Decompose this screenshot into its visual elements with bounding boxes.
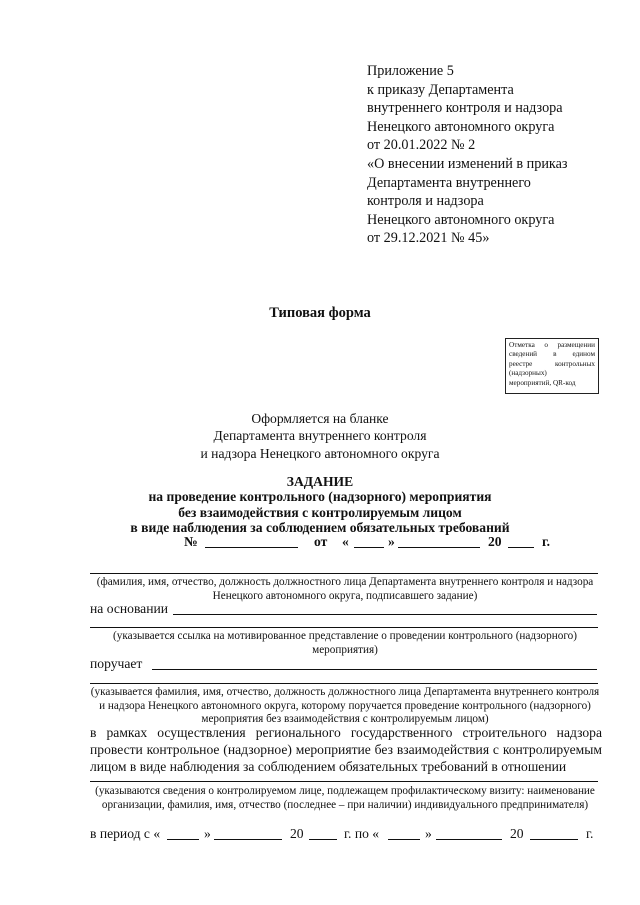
qr-box-line: Отметка о размещении: [509, 341, 595, 349]
task-day-field[interactable]: [354, 534, 384, 548]
controlled-caption: (указываются сведения о контролируемом лице, подлежащем профилактическому визиту: наименование организации, фамилия, имя, отчество (последнее – при наличии) индивидуального предпринимателя): [95, 785, 595, 811]
appendix-line: от 20.01.2022 № 2: [367, 137, 476, 154]
period-start-year-field[interactable]: [309, 826, 337, 840]
official-caption: (фамилия, имя, отчество, должность должностного лица Департамента внутреннего контроля и надзора Ненецкого автономного округа, подписавшего задание): [96, 576, 594, 602]
appendix-line: Ненецкого автономного округа: [367, 118, 555, 135]
period-start-day-field[interactable]: [167, 826, 199, 840]
period-year-1: 20: [290, 826, 304, 841]
basis-label: на основании: [90, 601, 169, 616]
period-end-month-field[interactable]: [436, 826, 502, 840]
qr-box-line: (надзорных): [509, 369, 547, 378]
year-prefix: 20: [488, 534, 502, 549]
controlled-field-line[interactable]: [90, 781, 598, 782]
period-mid: г. по «: [344, 826, 380, 841]
task-year-field[interactable]: [508, 534, 534, 548]
number-sign: №: [184, 534, 198, 549]
period-year-2: 20: [510, 826, 524, 841]
qr-box-line: мероприятий, QR-код: [509, 378, 576, 387]
task-title-line: ЗАДАНИЕ: [286, 474, 354, 489]
appendix-line: к приказу Департамента: [367, 81, 514, 98]
appendix-line: Ненецкого автономного округа: [367, 211, 555, 228]
period-prefix: в период с «: [90, 826, 161, 841]
period-line: [0, 826, 640, 844]
period-end-year-field[interactable]: [530, 826, 578, 840]
task-month-field[interactable]: [398, 534, 480, 548]
period-close-1: »: [204, 826, 211, 841]
quote-close: »: [388, 534, 395, 549]
quote-open: «: [342, 534, 349, 549]
basis-field-line[interactable]: [173, 614, 597, 615]
qr-code-box: [505, 338, 599, 394]
task-title: [0, 474, 640, 536]
assignee-caption: (указывается фамилия, имя, отчество, должность должностного лица Департамента внутреннего контроля и надзора Ненецкого автономного округа, которому поручается проведение контрольного (надзорного) мероприятия без взаимодействия с контролируемым лицом): [90, 686, 600, 726]
appendix-line: Департамента внутреннего: [367, 174, 531, 191]
assignee-field-line-2[interactable]: [90, 683, 598, 684]
blank-note-line: Департамента внутреннего контроля: [213, 428, 427, 444]
task-number-field[interactable]: [205, 534, 298, 548]
official-field-line[interactable]: [90, 573, 598, 574]
appendix-line: внутреннего контроля и надзора: [367, 100, 563, 117]
qr-box-line: сведений в едином: [509, 350, 595, 359]
task-title-line: без взаимодействия с контролируемым лицом: [178, 504, 462, 520]
appendix-line: контроля и надзора: [367, 193, 484, 210]
qr-box-line: реестре контрольных: [509, 359, 595, 368]
blank-note-line: Оформляется на бланке: [251, 411, 389, 426]
date-from-label: от: [314, 534, 328, 549]
appendix-line: «О внесении изменений в приказ: [367, 155, 568, 172]
blank-note: [0, 410, 640, 462]
appendix-block: [367, 62, 627, 248]
appendix-line: Приложение 5: [367, 63, 454, 79]
assigns-label: поручает: [90, 656, 143, 671]
period-start-month-field[interactable]: [214, 826, 282, 840]
period-end: г.: [586, 826, 594, 841]
blank-note-line: и надзора Ненецкого автономного округа: [200, 445, 440, 461]
reference-caption: (указывается ссылка на мотивированное представление о проведении контрольного (надзорного) мероприятия): [113, 630, 577, 656]
task-number-line: [0, 534, 640, 550]
task-title-line: в виде наблюдения за соблюдением обязательных требований: [130, 520, 510, 536]
assignee-field-line[interactable]: [152, 669, 597, 670]
task-title-line: на проведение контрольного (надзорного) мероприятия: [148, 489, 492, 505]
appendix-line: от 29.12.2021 № 45»: [367, 230, 490, 247]
period-end-day-field[interactable]: [388, 826, 420, 840]
year-suffix: г.: [542, 534, 551, 549]
task-body-text: в рамках осуществления регионального государственного строительного надзора провести контрольное (надзорное) мероприятие без взаимодействия с контролируемым лицом в виде наблюдения за соблюдением обязательных требований в отношении: [90, 725, 602, 774]
basis-field-line-2[interactable]: [90, 627, 598, 628]
period-close-2: »: [425, 826, 432, 841]
form-title: Типовая форма: [269, 305, 371, 321]
